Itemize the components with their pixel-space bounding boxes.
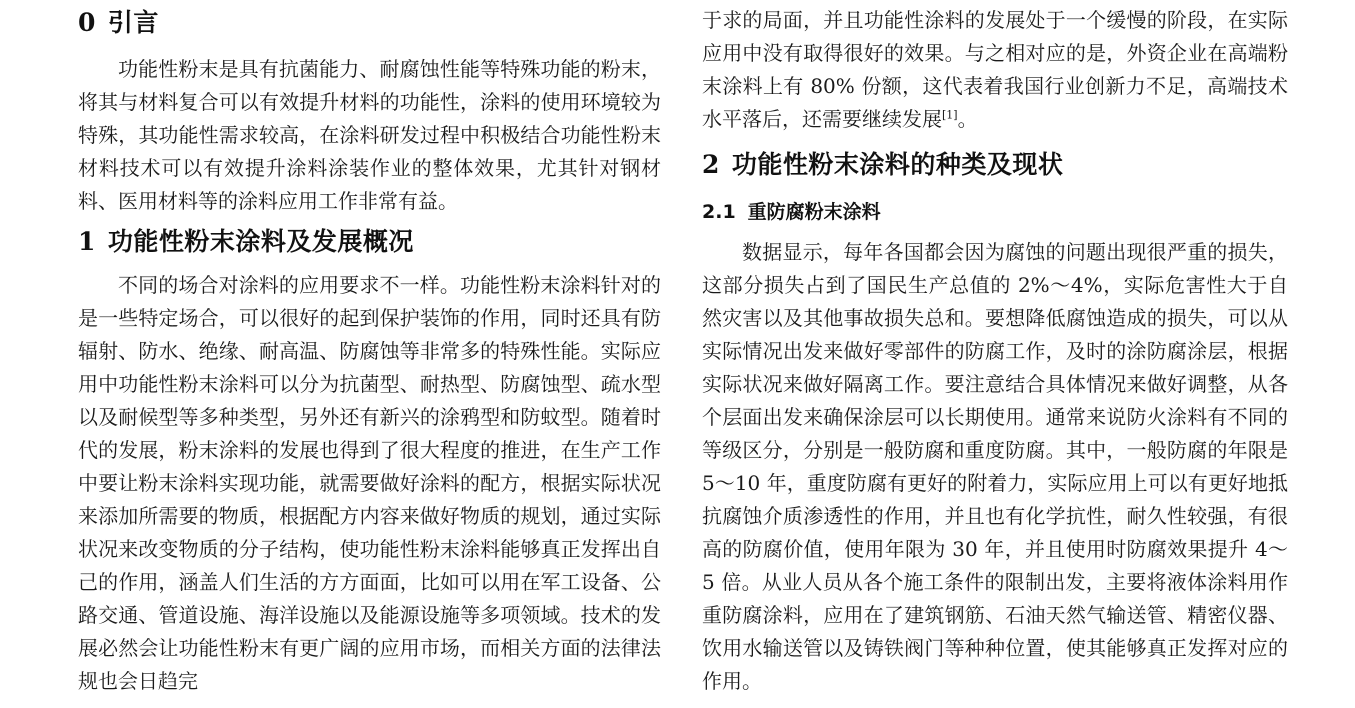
subsection-heading-2-1 <box>702 200 1288 224</box>
section-title: 功能性粉末涂料的种类及现状 <box>731 150 1064 179</box>
continued-end: 。 <box>957 107 978 131</box>
citation-ref: [1] <box>942 108 958 122</box>
section-title: 引言 <box>107 8 159 37</box>
subsection-number: 2.1 <box>702 201 736 223</box>
section-heading-2 <box>702 150 1288 180</box>
subsection-title: 重防腐粉末涂料 <box>747 201 881 223</box>
section-heading-1 <box>78 227 661 257</box>
section-number: 1 <box>78 227 96 256</box>
section-number: 0 <box>78 8 96 37</box>
continued-text: 于求的局面，并且功能性涂料的发展处于一个缓慢的阶段，在实际应用中没有取得很好的效果。与之相对应的是，外资企业在高端粉末涂料上有 80% 份额，这代表着我国行业创新力不足，高端技术水平落后，还需要继续发展 <box>702 8 1288 131</box>
left-column <box>78 0 661 698</box>
right-column <box>702 0 1288 698</box>
section-number: 2 <box>702 150 720 179</box>
section-title: 功能性粉末涂料及发展概况 <box>107 227 414 256</box>
section-1-paragraph: 不同的场合对涂料的应用要求不一样。功能性粉末涂料针对的是一些特定场合，可以很好的起到保护装饰的作用，同时还具有防辐射、防水、绝缘、耐高温、防腐蚀等非常多的特殊性能。实际应用中功能性粉末涂料可以分为抗菌型、耐热型、防腐蚀型、疏水型以及耐候型等多种类型，另外还有新兴的涂鸦型和防蚊型。随着时代的发展，粉末涂料的发展也得到了很大程度的推进，在生产工作中要让粉末涂料实现功能，就需要做好涂料的配方，根据实际状况来添加所需要的物质，根据配方内容来做好物质的规划，通过实际状况来改变物质的分子结构，使功能性粉末涂料能够真正发挥出自己的作用，涵盖人们生活的方方面面，比如可以用在军工设备、公路交通、管道设施、海洋设施以及能源设施等多项领域。技术的发展必然会让功能性粉末有更广阔的应用市场，而相关方面的法律法规也会日趋完 <box>78 273 661 693</box>
continued-paragraph <box>702 4 1288 136</box>
intro-paragraph: 功能性粉末是具有抗菌能力、耐腐蚀性能等特殊功能的粉末，将其与材料复合可以有效提升材料的功能性，涂料的使用环境较为特殊，其功能性需求较高，在涂料研发过程中积极结合功能性粉末材料技术可以有效提升涂料涂装作业的整体效果，尤其针对钢材料、医用材料等的涂料应用工作非常有益。 <box>78 57 661 213</box>
section-heading-0 <box>78 8 661 38</box>
section-2-1-paragraph: 数据显示，每年各国都会因为腐蚀的问题出现很严重的损失，这部分损失占到了国民生产总值的 2%～4%，实际危害性大于自然灾害以及其他事故损失总和。要想降低腐蚀造成的损失，可以从实际情况出发来做好零部件的防腐工作，及时的涂防腐涂层，根据实际状况来做好隔离工作。要注意结合具体情况来做好调整，从各个层面出发来确保涂层可以长期使用。通常来说防火涂料有不同的等级区分，分别是一般防腐和重度防腐。其中，一般防腐的年限是 5～10 年，重度防腐有更好的附着力，实际应用上可以有更好地抵抗腐蚀介质渗透性的作用，并且也有化学抗性，耐久性较强，有很高的防腐价值，使用年限为 30 年，并且使用时防腐效果提升 4～5 倍。从业人员从各个施工条件的限制出发，主要将液体涂料用作重防腐涂料，应用在了建筑钢筋、石油天然气输送管、精密仪器、饮用水输送管以及铸铁阀门等种种位置，使其能够真正发挥对应的作用。 <box>702 240 1288 693</box>
